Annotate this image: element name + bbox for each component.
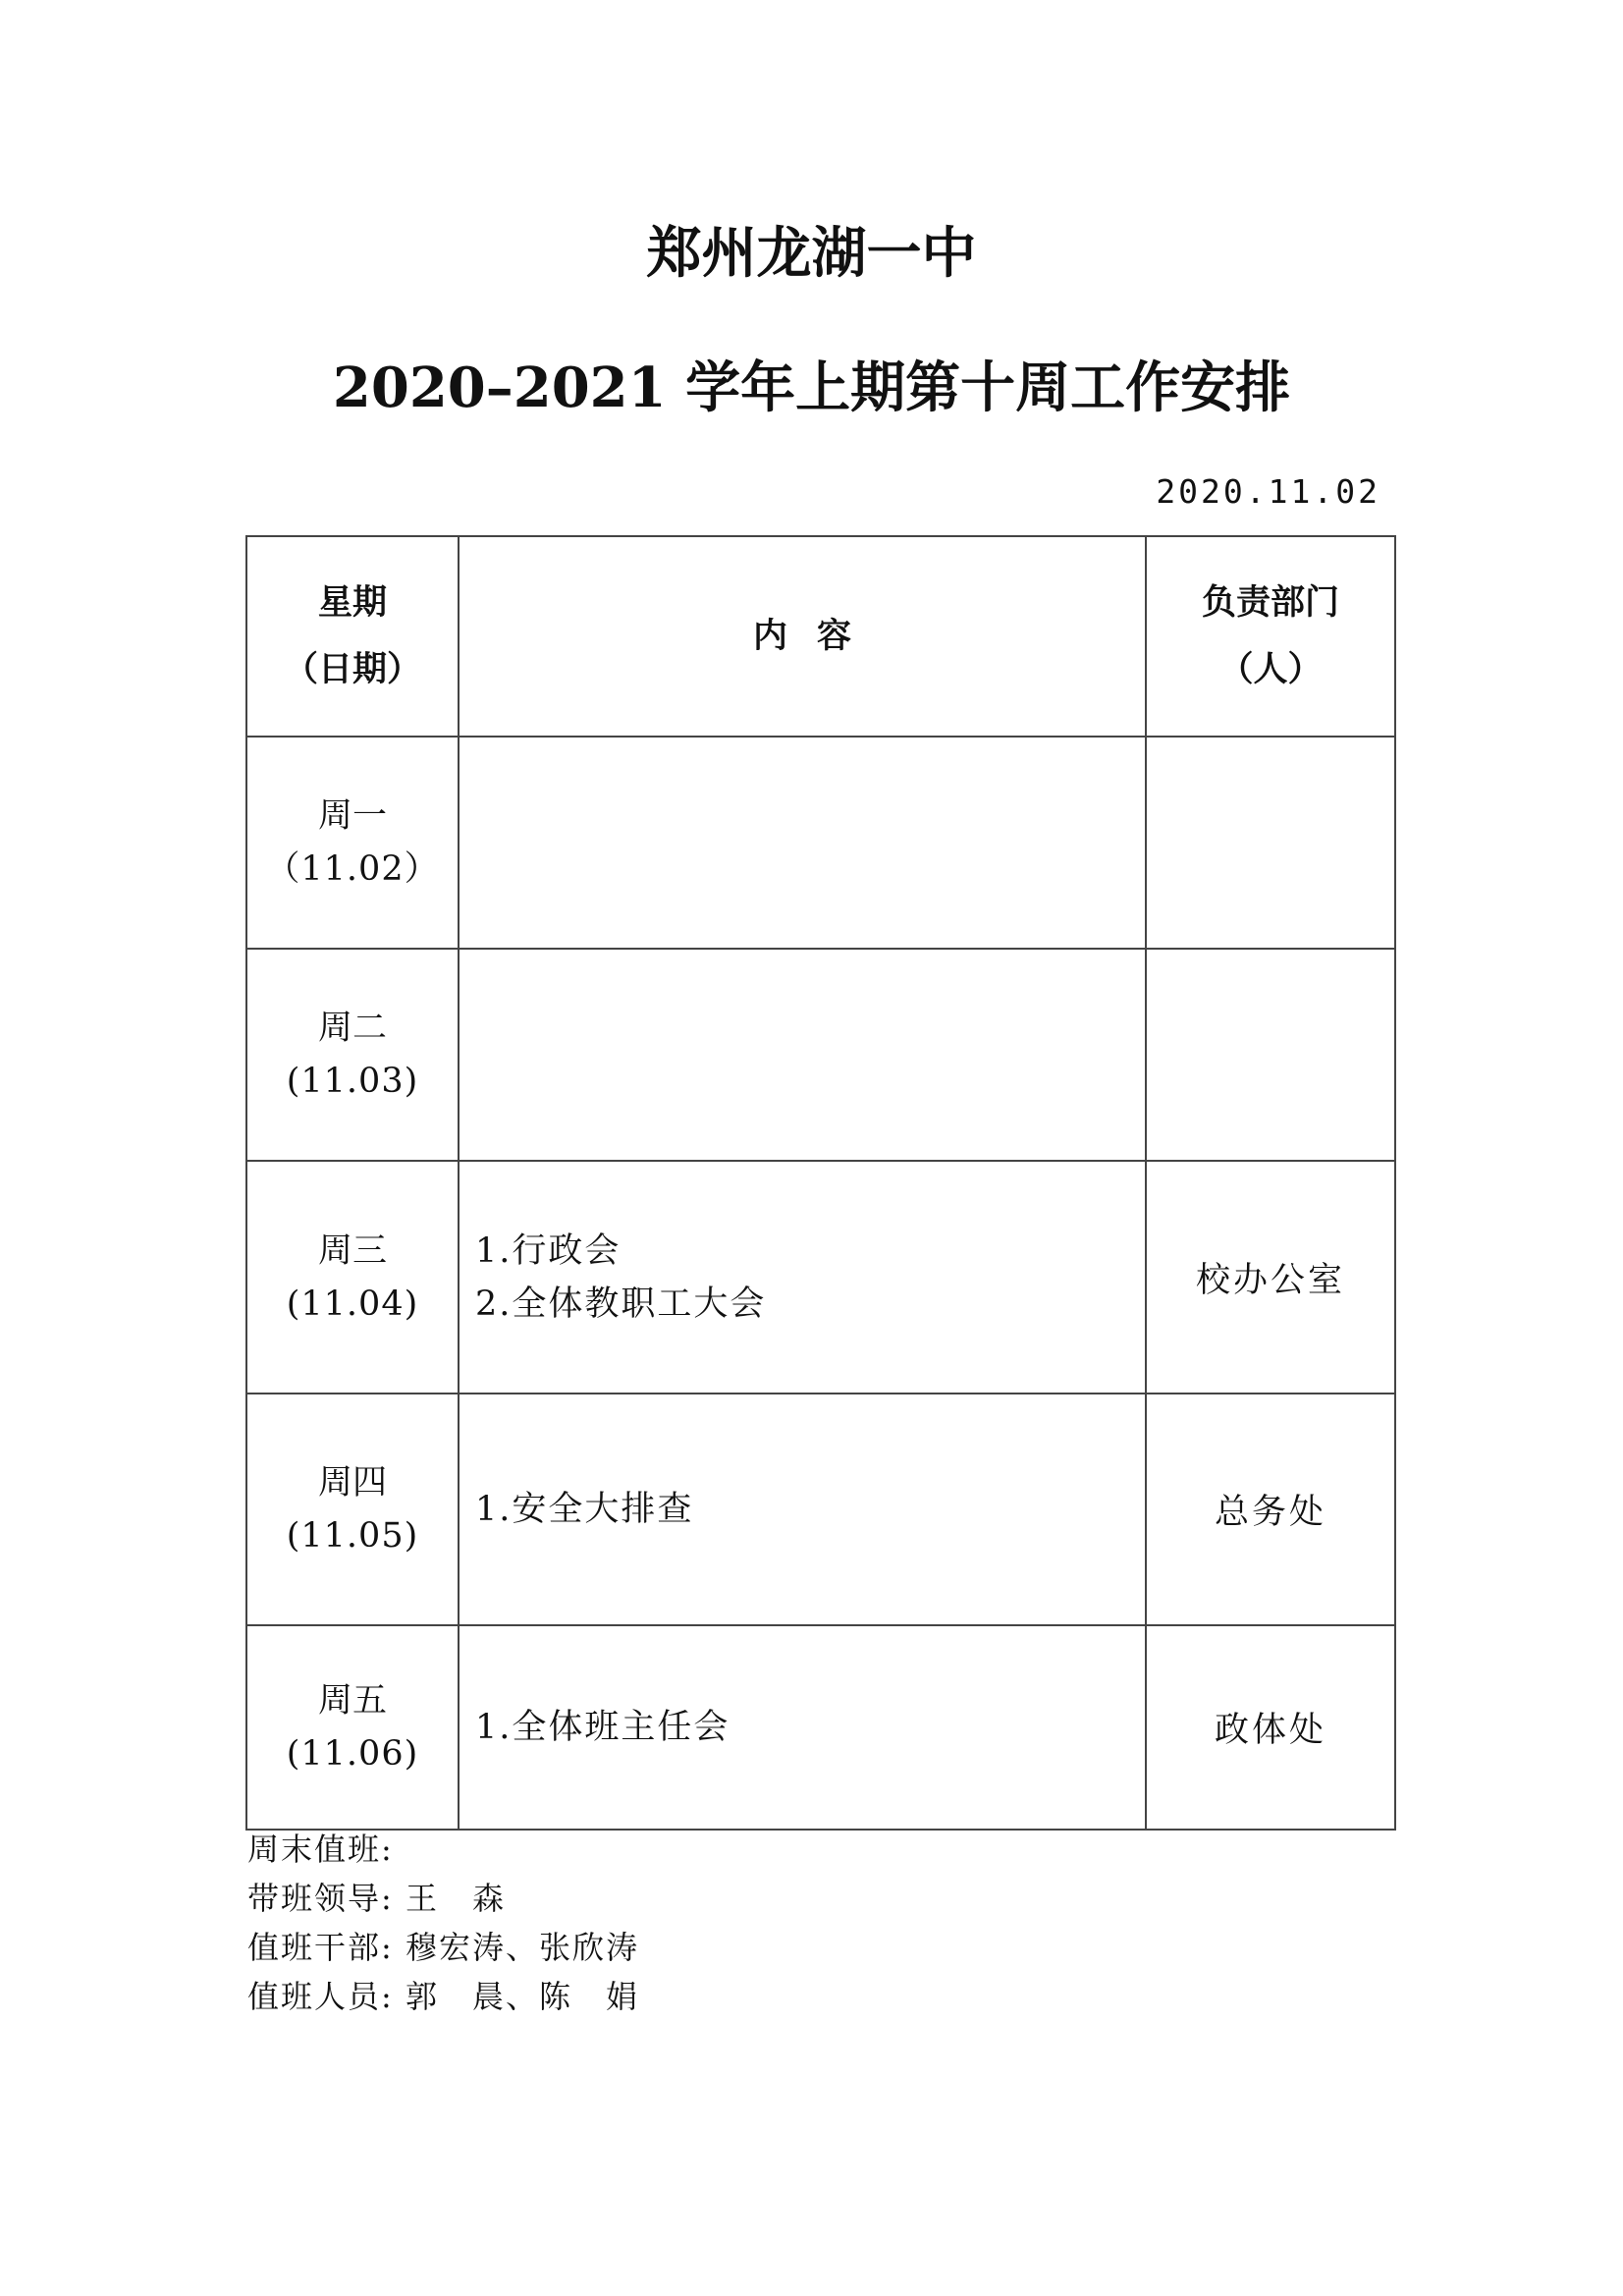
table-row [246,949,1395,1161]
weekend-duty-section [247,1825,639,2021]
day-label: 周四 [317,1463,387,1503]
header-dept-line1: 负责部门 [1201,583,1339,623]
header-content [459,536,1146,737]
schedule-table [245,535,1396,1831]
day-label: 周五 [317,1681,387,1721]
header-dept-line2: （人） [1218,650,1323,689]
duty-staff: 值班人员: 郭 晨、陈 娟 [247,1978,639,2015]
day-label: 周三 [317,1230,387,1271]
day-date: (11.04) [286,1284,419,1324]
content-cell [459,737,1146,949]
content-item: 2.全体教职工大会 [475,1284,767,1324]
table-row [246,1161,1395,1394]
content-item: 1.全体班主任会 [475,1708,730,1747]
document-title: 2020–2021 学年上期第十周工作安排 [332,355,1291,420]
day-label: 周一 [317,796,387,836]
table-row [246,1625,1395,1830]
dept-cell: 政体处 [1146,1625,1395,1830]
day-cell [246,949,459,1161]
table-header-row [246,536,1395,737]
table-row [246,737,1395,949]
school-name: 郑州龙湖一中 [646,221,977,286]
header-day [246,536,459,737]
header-dept [1146,536,1395,737]
content-cell [459,1625,1146,1830]
content-cell [459,1394,1146,1625]
day-cell [246,737,459,949]
dept-cell: 总务处 [1146,1394,1395,1625]
dept-cell: 校办公室 [1146,1161,1395,1394]
issue-date: 2020.11.02 [1156,472,1380,511]
table-row [246,1394,1395,1625]
day-date: (11.05) [286,1516,419,1556]
day-cell [246,1625,459,1830]
day-label: 周二 [317,1009,387,1048]
content-cell [459,949,1146,1161]
content-item: 1.安全大排查 [475,1490,694,1529]
content-item: 1.行政会 [475,1230,622,1271]
content-cell [459,1161,1146,1394]
header-day-line2: （日期） [283,650,421,689]
day-date: (11.06) [286,1734,419,1774]
duty-leader: 带班领导: 王 森 [247,1880,506,1917]
day-date: （11.02） [265,849,440,889]
day-cell [246,1161,459,1394]
dept-cell [1146,949,1395,1161]
header-content-label: 内容 [752,617,881,656]
weekend-duty-heading: 周末值班: [247,1831,394,1868]
day-date: (11.03) [286,1062,419,1101]
dept-cell [1146,737,1395,949]
duty-cadres: 值班干部: 穆宏涛、张欣涛 [247,1929,639,1966]
day-cell [246,1394,459,1625]
header-day-line1: 星期 [317,583,387,623]
